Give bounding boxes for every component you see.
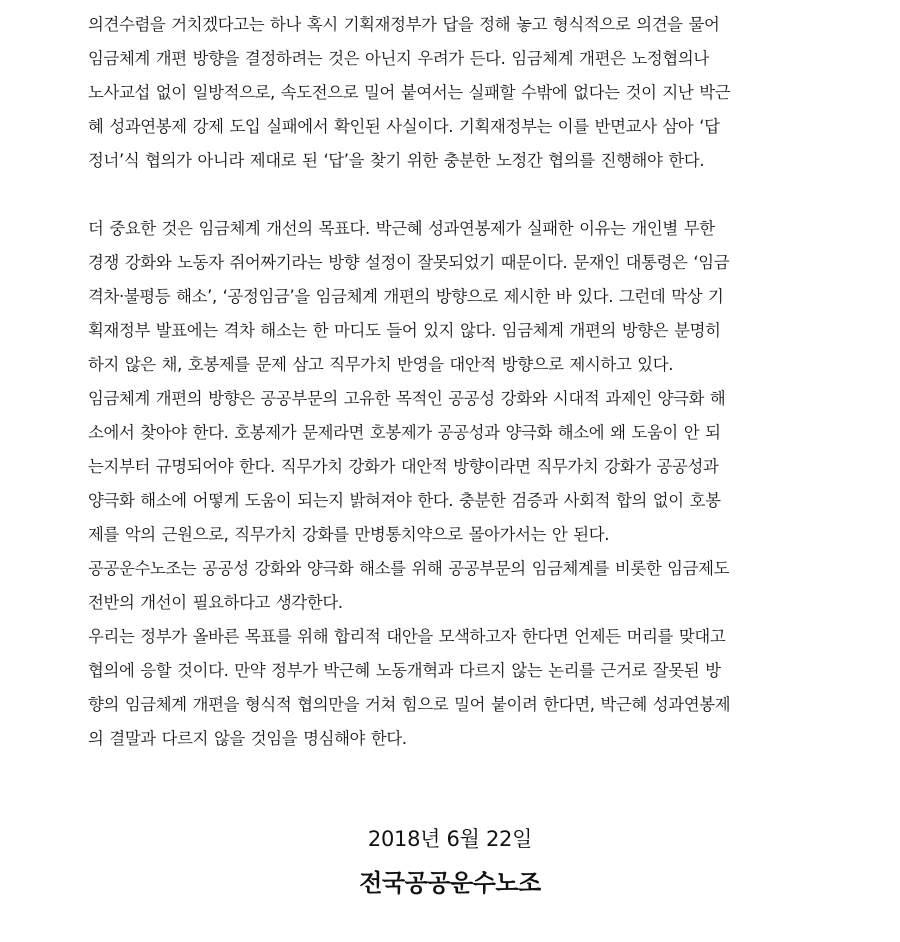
text-line: 우리는 정부가 올바른 목표를 위해 합리적 대안을 모색하고자 한다면 언제든 머리를 맞대고 [88, 627, 726, 646]
text-line: 획재정부 발표에는 격차 해소는 한 마디도 들어 있지 않다. 임금체계 개편의 방향은 분명히 [88, 321, 721, 340]
text-line: 공공운수노조는 공공성 강화와 양극화 해소를 위해 공공부문의 임금체계를 비롯한 임금제도 [88, 559, 730, 578]
paragraph [88, 626, 816, 762]
paragraph [88, 558, 816, 626]
text-line: 하지 않은 채, 호봉제를 문제 삼고 직무가치 반영을 대안적 방향으로 제시하고 있다. [88, 355, 674, 374]
text-line: 더 중요한 것은 임금체계 개선의 목표다. 박근혜 성과연봉제가 실패한 이유는 개인별 무한 [88, 219, 715, 238]
text-line: 협의에 응할 것이다. 만약 정부가 박근혜 노동개혁과 다르지 않는 논리를 근거로 잘못된 방 [88, 661, 721, 680]
text-line: 경쟁 강화와 노동자 쥐어짜기라는 방향 설정이 잘못되었기 때문이다. 문재인 대통령은 ‘임금 [88, 253, 730, 272]
text-line: 의견수렴을 거치겠다고는 하나 혹시 기획재정부가 답을 정해 놓고 형식적으로 의견을 물어 [88, 15, 720, 34]
text-line: 노사교섭 없이 일방적으로, 속도전으로 밀어 붙여서는 실패할 수밖에 없다는 것이 지난 박근 [88, 83, 731, 102]
statement-date: 2018년 6월 22일 [367, 827, 533, 851]
text-line: 제를 악의 근원으로, 직무가치 강화를 만병통치약으로 몰아가서는 안 된다. [88, 525, 610, 544]
text-line: 향의 임금체계 개편을 형식적 협의만을 거쳐 힘으로 밀어 붙이려 한다면, 박근혜 성과연봉제 [88, 695, 731, 714]
text-line: 정너’식 협의가 아니라 제대로 된 ‘답’을 찾기 위한 충분한 노정간 협의를 진행해야 한다. [88, 151, 705, 170]
organization-signature: 전국공공운수노조 [359, 869, 541, 897]
text-line: 전반의 개선이 필요하다고 생각한다. [88, 593, 343, 612]
paragraph [88, 14, 816, 184]
text-line: 임금체계 개편의 방향은 공공부문의 고유한 목적인 공공성 강화와 시대적 과제인 양극화 해 [88, 389, 726, 408]
text-line: 임금체계 개편 방향을 결정하려는 것은 아닌지 우려가 든다. 임금체계 개편은 노정협의나 [88, 49, 709, 68]
text-line: 양극화 해소에 어떻게 도움이 되는지 밝혀져야 한다. 충분한 검증과 사회적 합의 없이 호봉 [88, 491, 721, 510]
paragraph-spacer [88, 184, 816, 218]
text-line: 소에서 찾아야 한다. 호봉제가 문제라면 호봉제가 공공성과 양극화 해소에 왜 도움이 안 되 [88, 423, 721, 442]
text-line: 는지부터 규명되어야 한다. 직무가치 강화가 대안적 방향이라면 직무가치 강화가 공공성과 [88, 457, 719, 476]
document-body [88, 14, 816, 762]
paragraph [88, 388, 816, 558]
text-line: 격차·불평등 해소’, ‘공정임금’을 임금체계 개편의 방향으로 제시한 바 있다. 그런데 막상 기 [88, 287, 724, 306]
paragraph [88, 218, 816, 388]
text-line: 의 결말과 다르지 않을 것임을 명심해야 한다. [88, 729, 407, 748]
text-line: 혜 성과연봉제 강제 도입 실패에서 확인된 사실이다. 기획재정부는 이를 반면교사 삼아 ‘답 [88, 117, 720, 136]
